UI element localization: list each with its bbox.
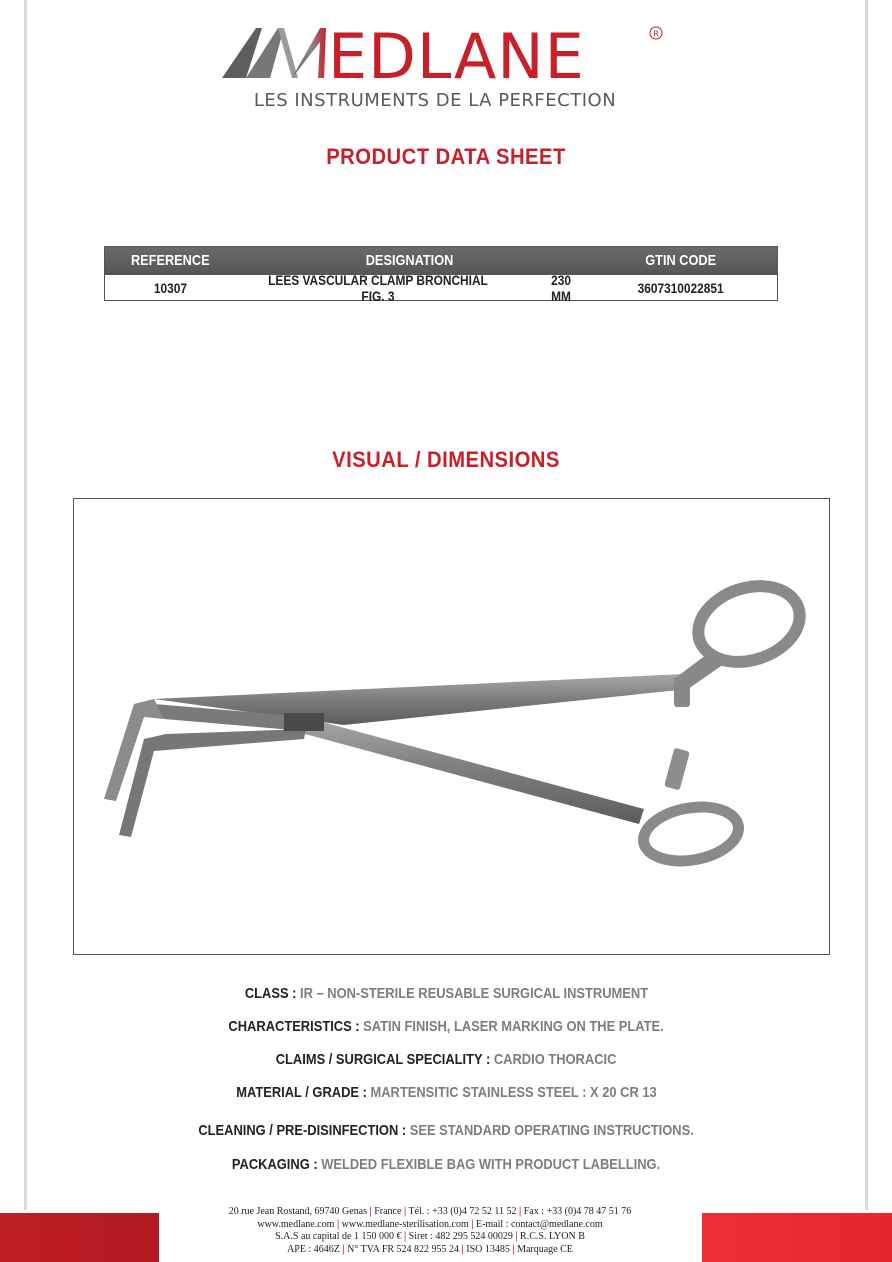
- spec-material: MATERIAL / GRADE : MARTENSITIC STAINLESS STEEL : X 20 CR 13: [235, 1084, 657, 1101]
- product-image-frame: [73, 498, 830, 955]
- spec-characteristics: CHARACTERISTICS : SATIN FINISH, LASER MARKING ON THE PLATE.: [228, 1018, 664, 1035]
- spec-claims: CLAIMS / SURGICAL SPECIALITY : CARDIO THORACIC: [275, 1051, 617, 1068]
- cell-designation: LEES VASCULAR CLAMP BRONCHIAL FIG. 3: [268, 271, 488, 304]
- footer-line-4: APE : 4646Z | N° TVA FR 524 822 955 24 | ISO 13485 | Marquage CE: [287, 1243, 573, 1255]
- footer-email-link[interactable]: E-mail : contact@medlane.com: [473, 1218, 603, 1230]
- footer-sterilisation-link[interactable]: www.medlane-sterilisation.com: [339, 1218, 472, 1230]
- footer-line-1: 20 rue Jean Rostand, 69740 Genas | France | Tél. : +33 (0)4 72 52 11 52 | Fax : +33 (0)4 78 47 51 76: [228, 1206, 632, 1217]
- svg-text:R: R: [653, 29, 659, 39]
- cell-gtin: 3607310022851: [637, 279, 725, 296]
- header-reference: REFERENCE: [130, 252, 210, 269]
- spec-cleaning: CLEANING / PRE-DISINFECTION : SEE STANDARD OPERATING INSTRUCTIONS.: [198, 1122, 694, 1139]
- footer-bar-left: [0, 1213, 159, 1262]
- product-data-sheet-title: PRODUCT DATA SHEET: [326, 144, 566, 169]
- footer-address: [160, 1206, 700, 1256]
- logo-text: EDLANE: [328, 20, 585, 88]
- header-gtin: GTIN CODE: [645, 252, 717, 269]
- brand-tagline: LES INSTRUMENTS DE LA PERFECTION: [253, 90, 617, 111]
- header-designation: DESIGNATION: [366, 252, 454, 269]
- spec-class: CLASS : IR – NON-STERILE REUSABLE SURGICAL INSTRUMENT: [244, 985, 648, 1002]
- cell-size: 230 MM: [551, 271, 571, 304]
- footer-line-2: www.medlane.com | www.medlane-sterilisation.com | E-mail : contact@medlane.com: [257, 1218, 603, 1230]
- table-row: [105, 271, 777, 304]
- product-table: [104, 246, 778, 304]
- table-header: [105, 247, 777, 274]
- surgical-clamp-photo: [74, 499, 829, 954]
- spec-packaging: PACKAGING : WELDED FLEXIBLE BAG WITH PRODUCT LABELLING.: [231, 1156, 661, 1173]
- footer-bar-right: [702, 1213, 892, 1262]
- footer-website-link[interactable]: www.medlane.com: [257, 1218, 337, 1230]
- footer-line-3: S.A.S au capital de 1 150 000 € | Siret : 482 295 524 00029 | R.C.S. LYON B: [275, 1231, 585, 1242]
- medlane-logo: [0, 18, 892, 88]
- cell-reference: 10307: [153, 279, 187, 296]
- visual-dimensions-title: VISUAL / DIMENSIONS: [332, 447, 560, 472]
